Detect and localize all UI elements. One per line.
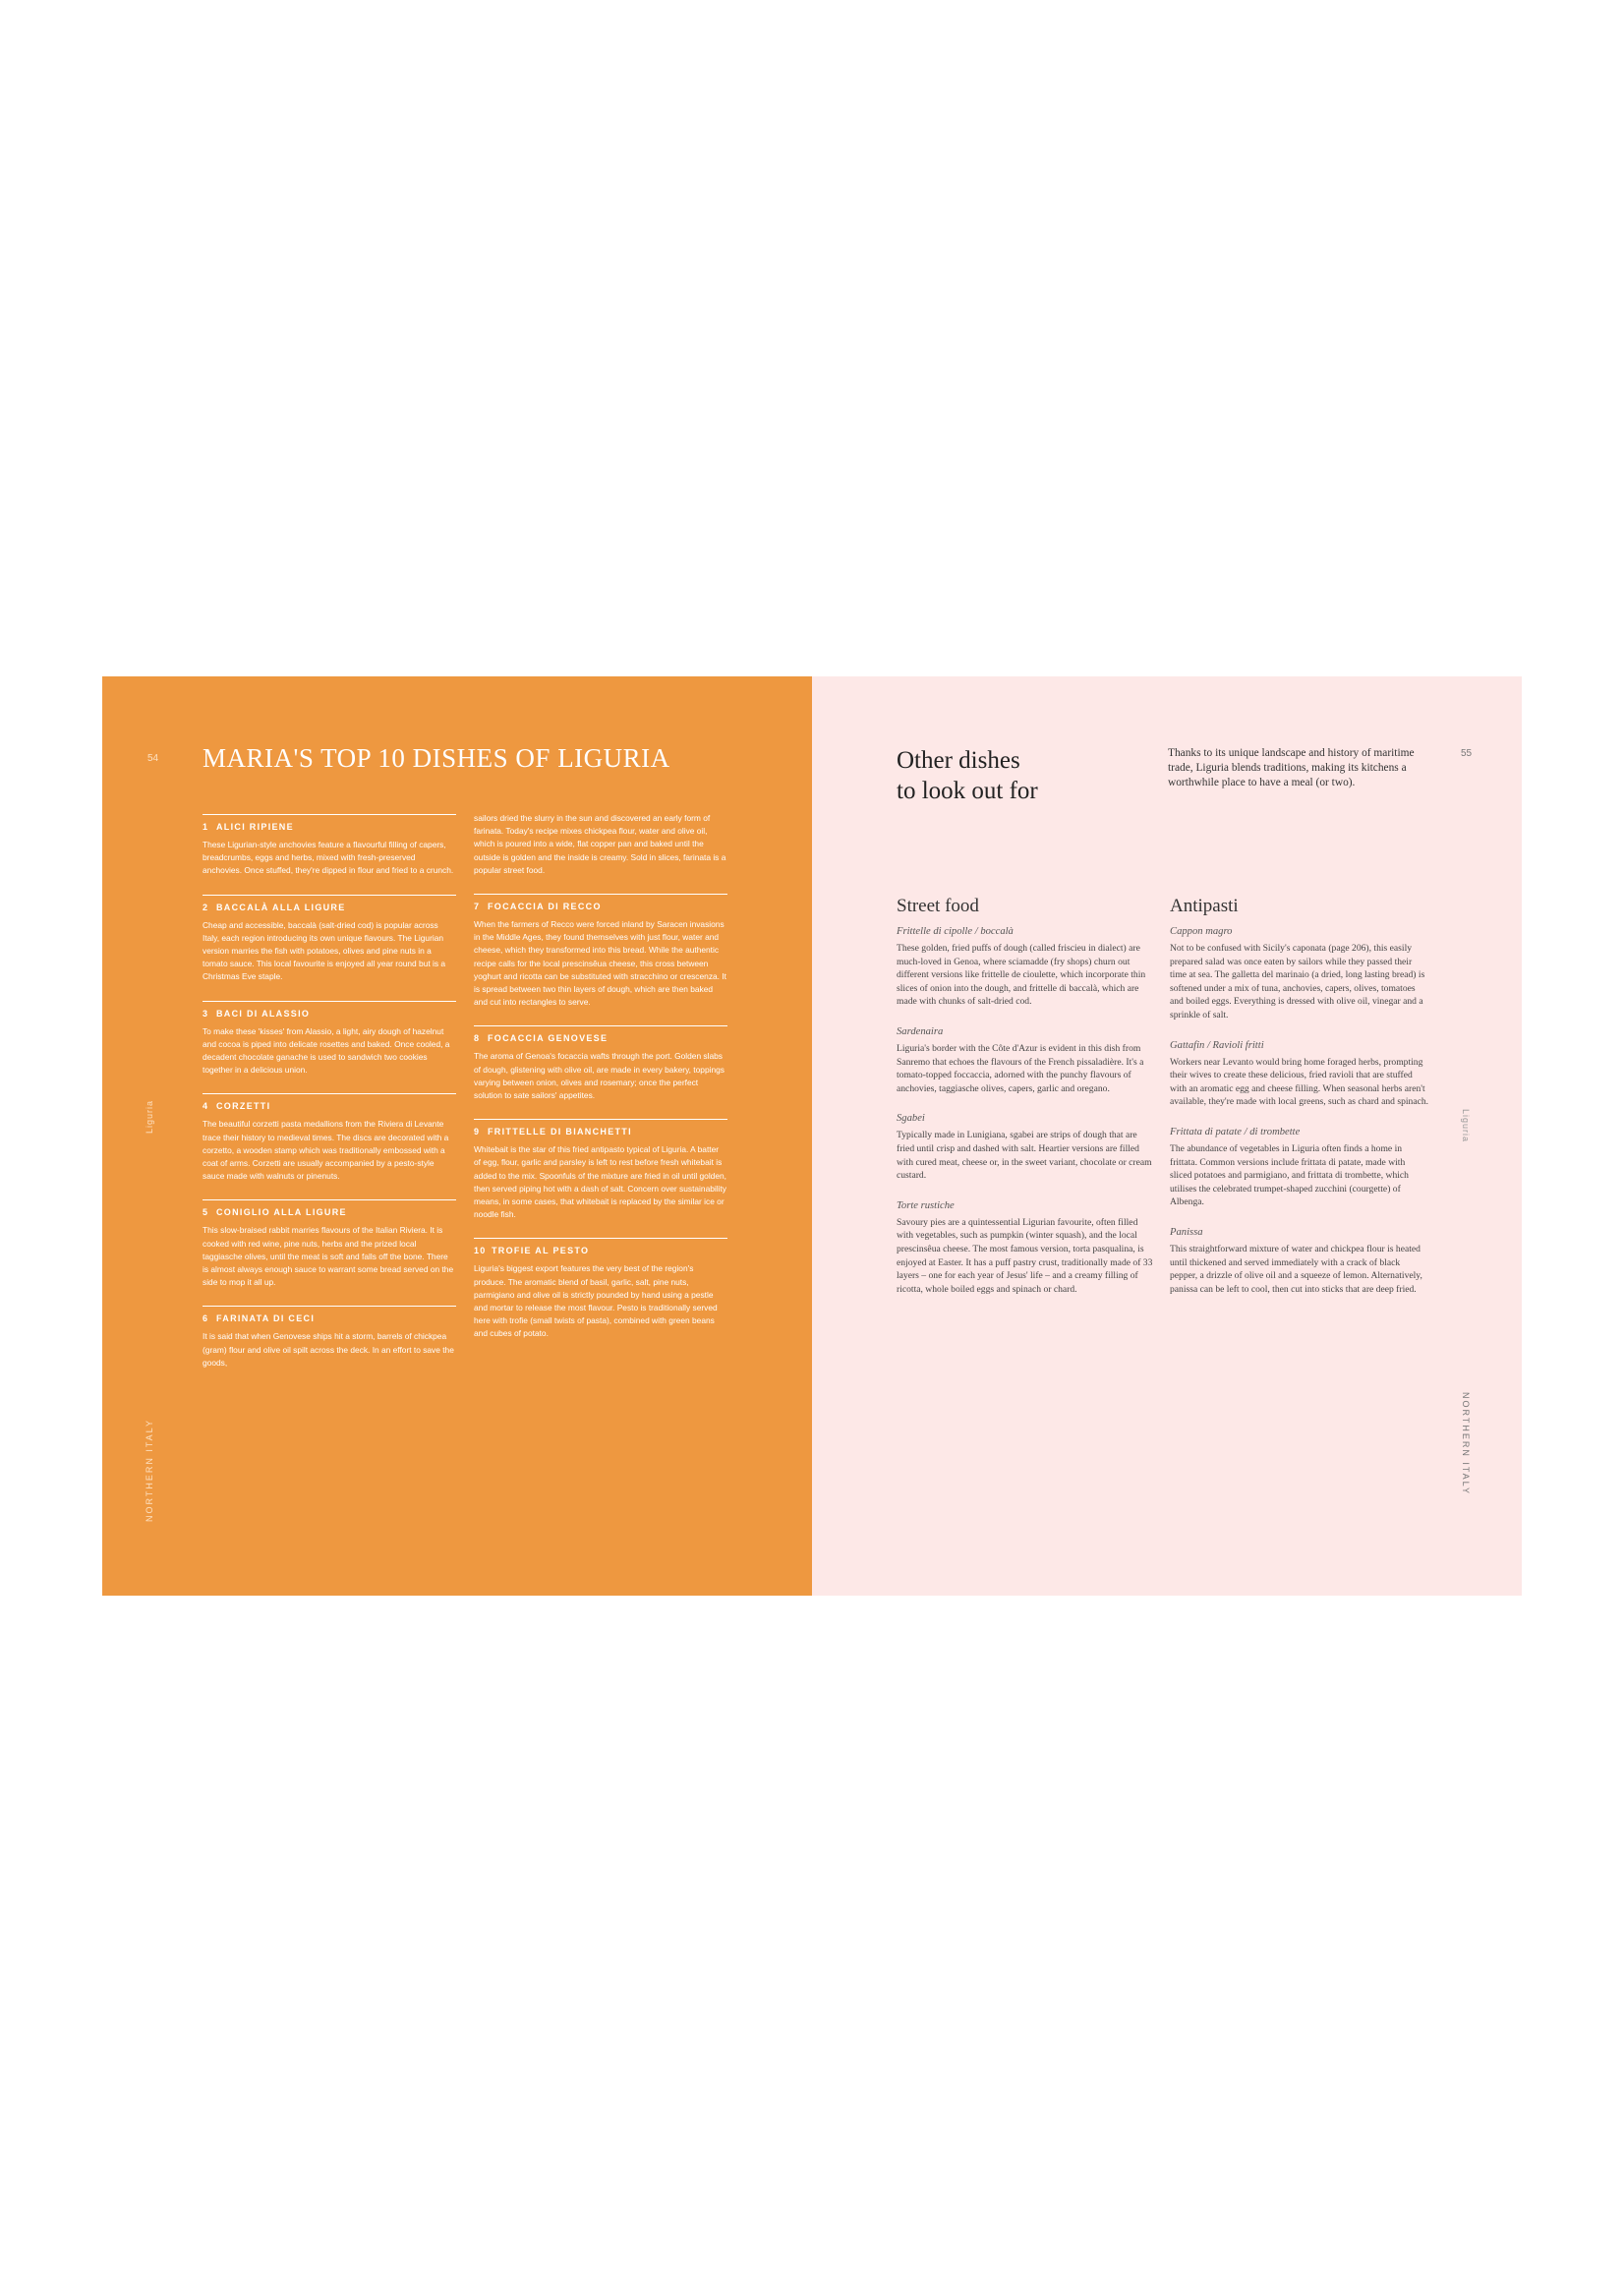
dish-name: FRITTELLE DI BIANCHETTI [488, 1127, 632, 1137]
dish-heading [203, 1009, 456, 1019]
dish-heading [203, 903, 456, 912]
dish-description: sailors dried the slurry in the sun and discovered an early form of farinata. Today's recipe mixes chickpea flour, water and olive oil, which is poured into a wide, flat copper pan and baked until the outside is golden and the inside is creamy. Sold in slices, farinata is a popular street food. [474, 813, 726, 875]
dish-name: BACI DI ALASSIO [216, 1008, 311, 1019]
side-country-label: NORTHERN ITALY [145, 1418, 154, 1522]
dish-item [203, 1199, 456, 1289]
dish-description: It is said that when Genovese ships hit a storm, barrels of chickpea (gram) flour and olive oil spilt across the deck. In an effort to save the goods, [203, 1331, 454, 1368]
dish-subheading: Torte rustiche [897, 1199, 955, 1211]
dish-paragraph: Not to be confused with Sicily's caponata (page 206), this easily prepared salad was once eaten by sailors while they passed their time at sea. The galletta del marinaio (a dried, long lasting bread) is softened under a mix of tuna, anchovies, capers, olives, tomatoes and boiled eggs. Everything is dressed with olive oil, vinegar and a sprinkle of salt. [1170, 943, 1425, 1020]
dish-subheading: Frittelle di cipolle / boccalà [897, 926, 1014, 937]
dish-description: Liguria's biggest export features the very best of the region's produce. The aromatic blend of basil, garlic, salt, pine nuts, parmigiano and olive oil is strictly pounded by hand using a pestle and mortar to release the most flavour. Pesto is traditionally served here with trofie (small twists of pasta), combined with green beans and cubes of potato. [474, 1263, 718, 1339]
dish-description: The beautiful corzetti pasta medallions from the Riviera di Levante trace their history to medieval times. The discs are decorated with a corzetto, a wooden stamp which was traditionally embossed with a coat of arms. Corzetti are usually accompanied by a pesto-style sauce made with walnuts or pinenuts. [203, 1119, 449, 1182]
dish-name: ALICI RIPIENE [216, 822, 294, 832]
dish-description: Cheap and accessible, baccalà (salt-dried cod) is popular across Italy, each region introducing its own unique flavours. The Ligurian version marries the fish with potatoes, olives and pine nuts in a tomato sauce. This local favourite is enjoyed all year round but is a Christmas Eve staple. [203, 919, 446, 982]
intro-paragraph: Thanks to its unique landscape and history of maritime trade, Liguria blends traditions, making its kitchens a worthwhile place to have a meal (or two). [1168, 747, 1415, 788]
dish-item [203, 1093, 456, 1183]
dish-description: The aroma of Genoa's focaccia wafts through the port. Golden slabs of dough, glistening with olive oil, are made in every bakery, toppings varying between onion, olives and rosemary; once the perfect solution to sate sailors' appetites. [474, 1051, 725, 1101]
dish-subheading: Cappon magro [1170, 926, 1233, 937]
dish-subheading: Panissa [1170, 1226, 1203, 1238]
dish-heading [203, 1207, 456, 1217]
dish-item [474, 1119, 727, 1221]
dish-name: FOCACCIA GENOVESE [488, 1033, 609, 1044]
section-heading: Antipasti [1170, 896, 1239, 916]
dish-number: 4 [203, 1101, 209, 1112]
dish-name: TROFIE AL PESTO [492, 1246, 590, 1256]
dish-subheading: Frittata di patate / di trombette [1170, 1126, 1301, 1137]
dishes-column-1 [203, 814, 456, 1386]
page-number-right: 55 [1461, 748, 1473, 759]
section-heading: Street food [897, 896, 979, 916]
dish-heading [203, 822, 456, 832]
dish-subheading: Sardenaira [897, 1025, 944, 1037]
dish-item [474, 1025, 727, 1102]
dish-item [203, 1001, 456, 1078]
page-title: MARIA'S TOP 10 DISHES OF LIGURIA [203, 743, 670, 773]
dish-paragraph: Workers near Levanto would bring home foraged herbs, prompting their wives to create these delicious, fried ravioli that are stuffed with an aromatic egg and cheese filling. When seasonal herbs aren't available, they're made with local greens, such as chard and spinach. [1170, 1056, 1429, 1108]
street-food-column [897, 896, 1156, 1313]
section-title-line-2: to look out for [897, 778, 1038, 804]
dish-number: 7 [474, 902, 481, 912]
dish-description: To make these 'kisses' from Alassio, a light, airy dough of hazelnut and cocoa is piped into delicate rosettes and baked. Once cooled, a decadent chocolate ganache is used to sandwich two cookies together in a delicious union. [203, 1025, 450, 1076]
page-number-left: 54 [147, 753, 159, 764]
right-page [812, 676, 1522, 1596]
dish-number: 8 [474, 1033, 481, 1044]
side-region-label: Liguria [1461, 1109, 1471, 1143]
side-region-label: Liguria [145, 1099, 154, 1134]
dish-item [474, 1238, 727, 1340]
dish-name: CORZETTI [216, 1101, 271, 1112]
dish-subheading: Gattafin / Ravioli fritti [1170, 1039, 1264, 1051]
dish-paragraph: Liguria's border with the Côte d'Azur is evident in this dish from Sanremo that echoes the flavours of the French pissaladière. It's a tomato-topped foccaccia, adorned with the punchy flavours of anchovies, taggiasche olives, capers, garlic and oregano. [897, 1042, 1144, 1094]
section-title [897, 745, 1113, 806]
dish-heading [474, 1033, 727, 1043]
dish-description: These Ligurian-style anchovies feature a flavourful filling of capers, breadcrumbs, eggs and herbs, mixed with fresh-preserved anchovies. Once stuffed, they're dipped in flour and fried to a crunch. [203, 840, 454, 876]
dish-description: When the farmers of Recco were forced inland by Saracen invasions in the Middle Ages, they found themselves with just flour, water and cheese, which they transformed into this bread. While the authentic recipe calls for the local prescinsêua cheese, this cross between yoghurt and ricotta can be substituted with stracchino or crescenza. It is spread between two thin layers of dough, which are then baked and cut into rectangles to serve. [474, 919, 726, 1008]
antipasti-column [1170, 896, 1429, 1313]
dish-paragraph: These golden, fried puffs of dough (called friscieu in dialect) are much-loved in Genoa, where sciamadde (fry shops) churn out different versions like frittelle de cioulette, which incorporate thin slices of onion into the dough, and frittelle di baccalà, which are made with chunks of salt-dried cod. [897, 943, 1146, 1008]
book-spread [102, 676, 1522, 1596]
dish-item [203, 814, 456, 878]
dish-number: 9 [474, 1127, 481, 1137]
dish-item [203, 895, 456, 984]
dish-heading [203, 1101, 456, 1111]
dish-number: 3 [203, 1008, 209, 1019]
section-title-line-1: Other dishes [897, 747, 1020, 774]
dish-description: Whitebait is the star of this fried antipasto typical of Liguria. A batter of egg, flour, garlic and parsley is left to rest before fresh whitebait is added to the mix. Spoonfuls of the mixture are fried in oil until golden, then served piping hot with a dash of salt. Concern over sustainability means, in some cases, that whitebait is replaced by the similar ice or noodle fish. [474, 1144, 726, 1220]
dish-paragraph: Typically made in Lunigiana, sgabei are strips of dough that are fried until crisp and dashed with salt. Heartier versions are filled with cured meat, cheese or, in the sweet variant, chocolate or cream custard. [897, 1130, 1152, 1182]
dish-continuation [474, 812, 727, 877]
dish-heading [474, 1127, 727, 1137]
dish-number: 2 [203, 902, 209, 912]
dish-paragraph: This straightforward mixture of water and chickpea flour is heated until thickened and served immediately with a crack of black pepper, a drizzle of olive oil and a squeeze of lemon. Alternatively, panissa can be left to cool, then cut into sticks that are deep fried. [1170, 1243, 1422, 1295]
dish-number: 5 [203, 1207, 209, 1218]
dish-name: FOCACCIA DI RECCO [488, 902, 602, 912]
dish-description: This slow-braised rabbit marries flavours of the Italian Riviera. It is cooked with red wine, pine nuts, herbs and the prized local taggiasche olives, until the meat is soft and falls off the bone. There is almost always enough sauce to warrant some bread served on the side to mop it all up. [203, 1225, 454, 1288]
dish-item [203, 1306, 456, 1370]
dish-subheading: Sgabei [897, 1113, 925, 1125]
dish-number: 10 [474, 1246, 487, 1256]
dish-number: 1 [203, 822, 209, 832]
dish-paragraph: The abundance of vegetables in Liguria often finds a home in frittata. Common versions include frittata di patate, made with sliced potatoes and parmigiano, and frittata di trombette, which utilises the celebrated trumpet-shaped zucchini (courgette) of Albenga. [1170, 1142, 1409, 1208]
dish-number: 6 [203, 1313, 209, 1324]
dish-item [474, 894, 727, 1009]
dish-heading [474, 1246, 727, 1255]
dish-name: CONIGLIO ALLA LIGURE [216, 1207, 347, 1218]
side-country-label: NORTHERN ITALY [1461, 1392, 1471, 1496]
dish-paragraph: Savoury pies are a quintessential Ligurian favourite, often filled with vegetables, such as pumpkin (winter squash), and the local prescinsêua cheese. The most famous version, torta pasqualina, is enjoyed at Easter. It has a puff pastry crust, traditionally made of 33 layers – one for each year of Jesus' life – and a creamy filling of ricotta, whole boiled eggs and spinach or chard. [897, 1216, 1153, 1295]
dish-name: FARINATA DI CECI [216, 1313, 316, 1324]
dishes-column-2 [474, 812, 727, 1358]
dish-heading [203, 1313, 456, 1323]
dish-name: BACCALÀ ALLA LIGURE [216, 902, 346, 912]
dish-heading [474, 902, 727, 911]
left-page [102, 676, 812, 1596]
